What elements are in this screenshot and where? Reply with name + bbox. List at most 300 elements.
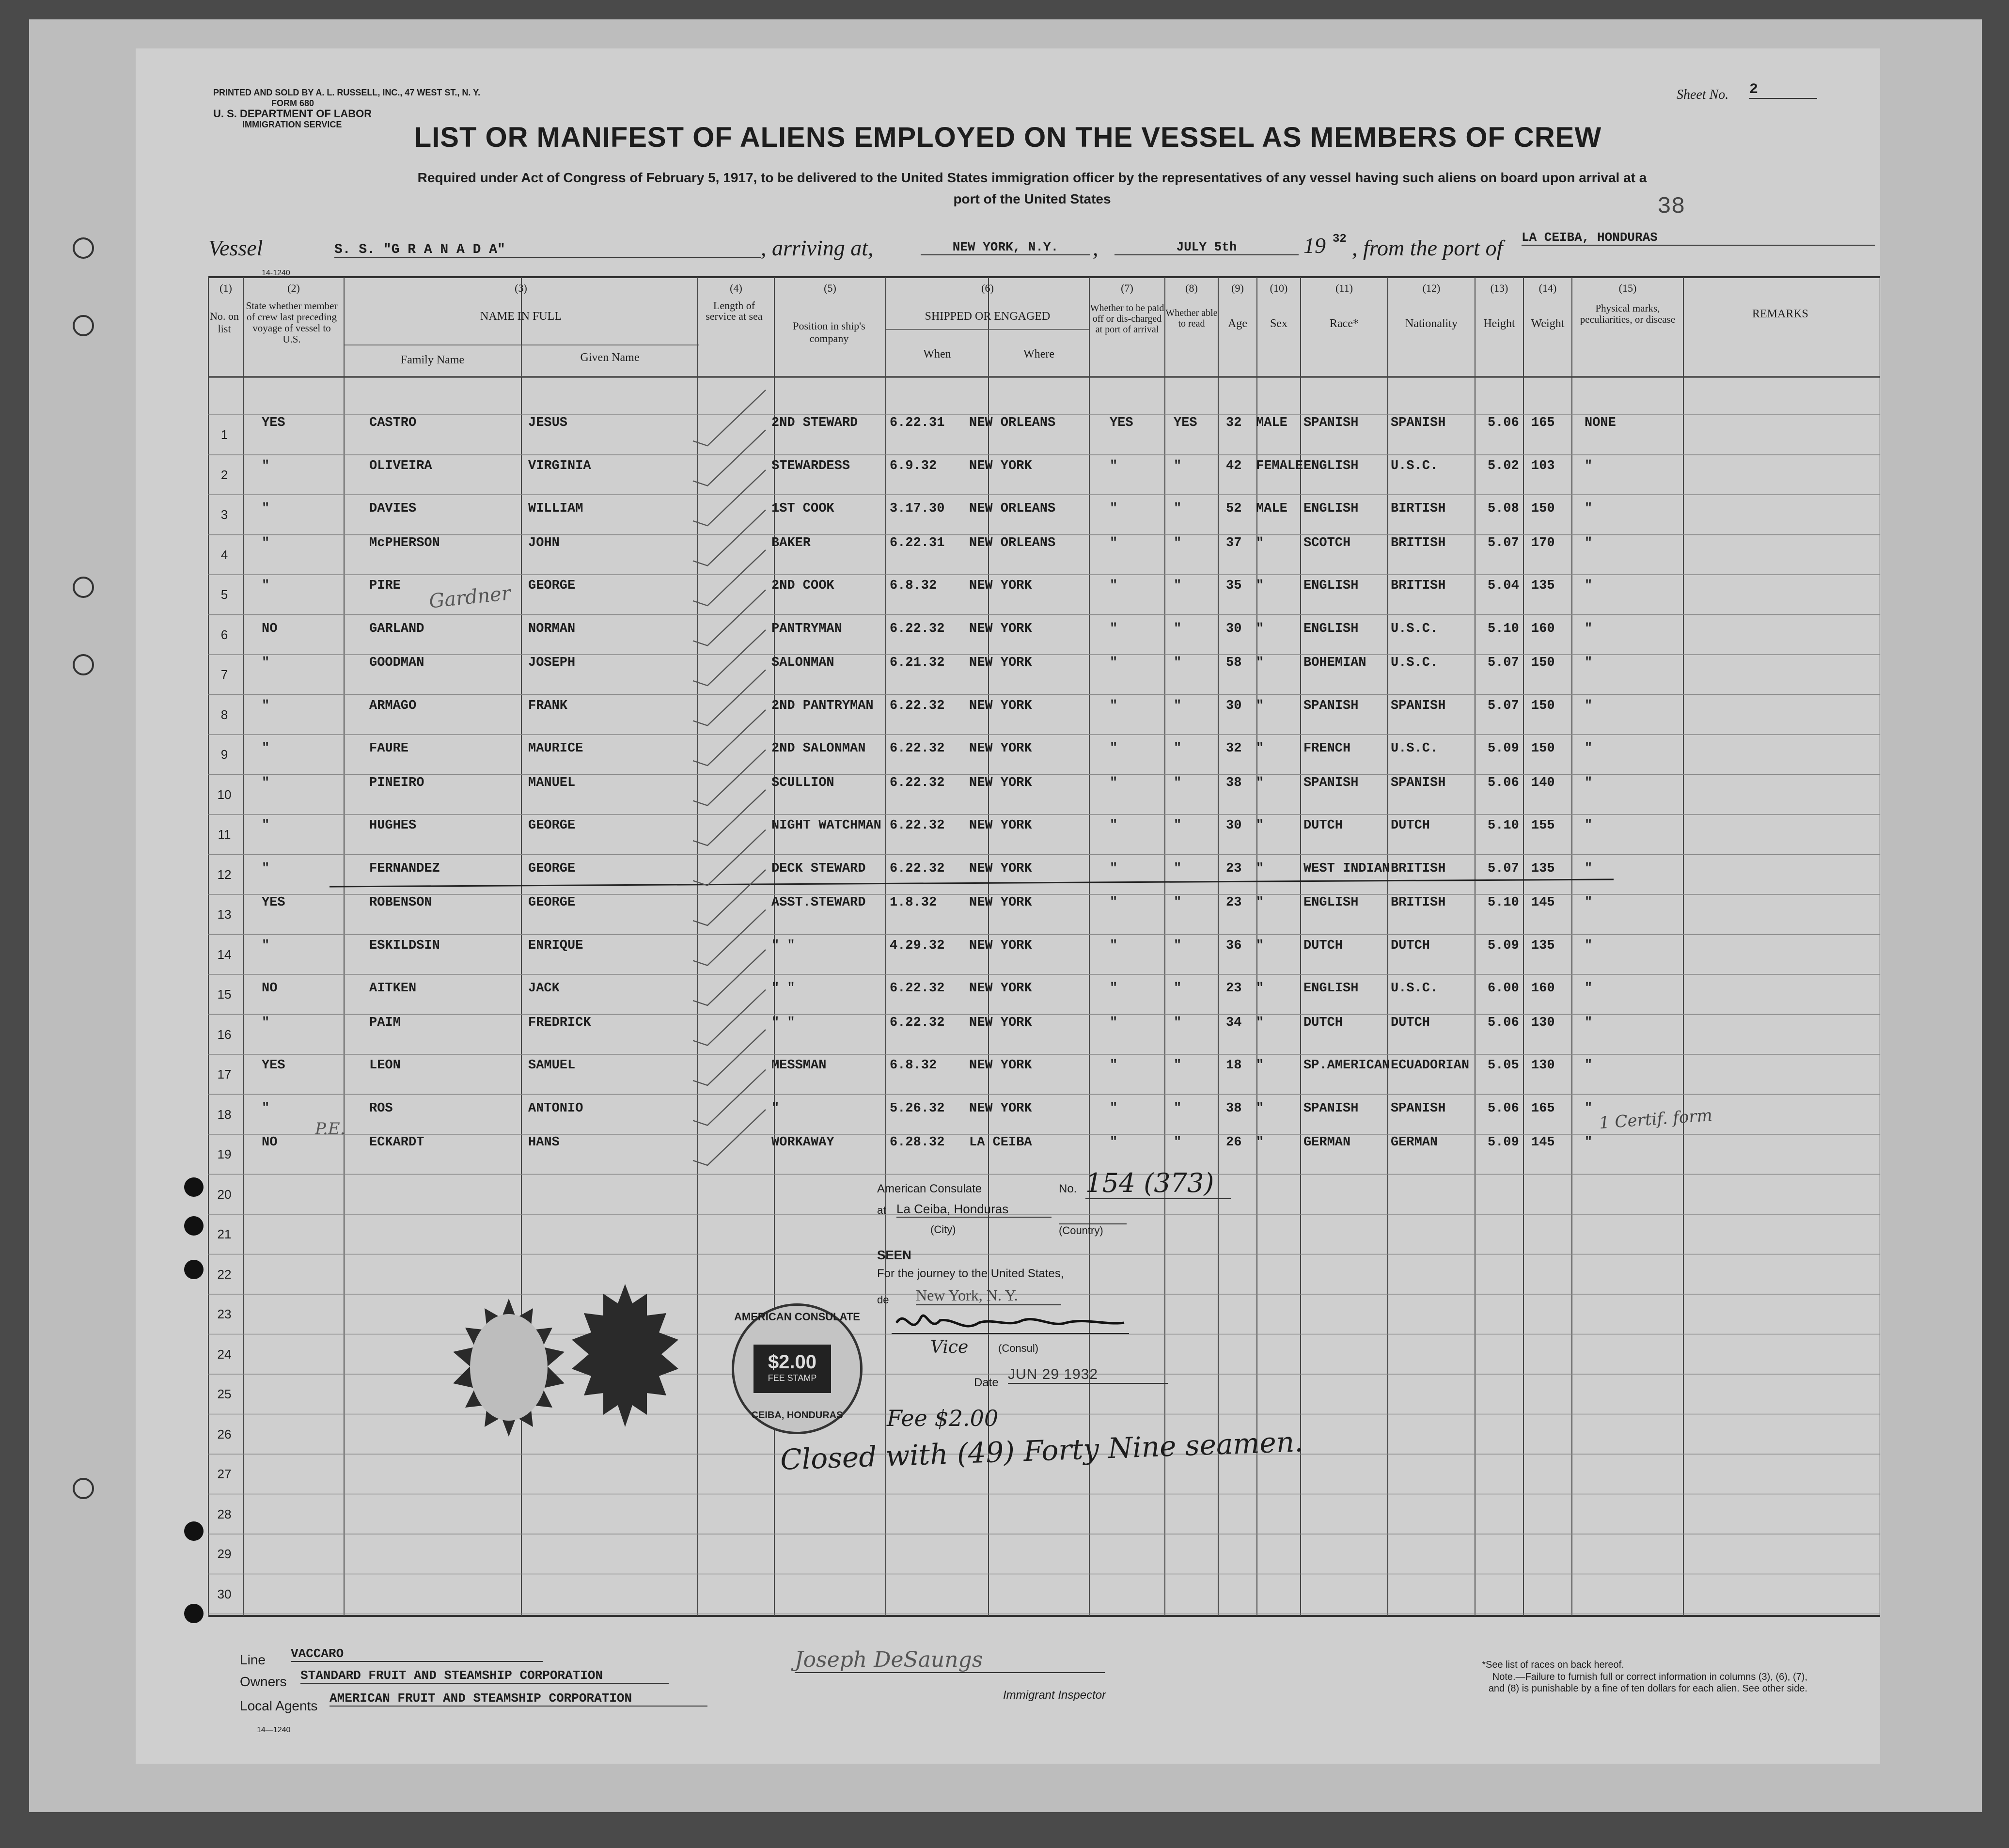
age-cell: 30 — [1226, 818, 1242, 833]
height-cell: 5.09 — [1488, 938, 1519, 953]
service-check-mark — [693, 510, 766, 566]
age-cell: 37 — [1226, 535, 1242, 550]
age-cell: 30 — [1226, 621, 1242, 636]
sex-cell: " — [1256, 1135, 1264, 1150]
when-cell: 6.22.32 — [890, 741, 945, 756]
footer-note-3: and (8) is punishable by a fine of ten dollars for each alien. See other side. — [1488, 1683, 1807, 1694]
height-cell: 5.07 — [1488, 698, 1519, 713]
weight-cell: 130 — [1531, 1058, 1555, 1073]
header-physical: Physical marks, peculiarities, or disease — [1580, 302, 1676, 325]
able-read-cell: " — [1174, 1058, 1182, 1073]
when-cell: 3.17.30 — [890, 501, 945, 516]
header-given-name: Given Name — [580, 351, 640, 364]
when-cell: 6.22.31 — [890, 416, 945, 430]
weight-cell: 150 — [1531, 501, 1555, 516]
position-cell: WORKAWAY — [771, 1135, 834, 1150]
nationality-cell: BRITISH — [1391, 861, 1446, 876]
when-cell: 6.22.31 — [890, 535, 945, 550]
able-read-cell: " — [1174, 621, 1182, 636]
given-name-cell: SAMUEL — [528, 1058, 576, 1073]
column-number: (8) — [1185, 282, 1198, 294]
column-number: (10) — [1270, 282, 1288, 294]
row-number: 29 — [217, 1547, 232, 1561]
race-cell: FRENCH — [1303, 741, 1351, 756]
footer-owners: STANDARD FRUIT AND STEAMSHIP CORPORATION — [300, 1668, 669, 1684]
column-number: (2) — [287, 282, 300, 294]
race-cell: BOHEMIAN — [1303, 656, 1366, 670]
service: IMMIGRATION SERVICE — [242, 120, 342, 129]
row-number: 6 — [220, 627, 228, 642]
physical-cell: " — [1585, 818, 1593, 833]
weight-cell: 170 — [1531, 535, 1555, 550]
consulate-city: La Ceiba, Honduras — [896, 1202, 1052, 1218]
service-check-mark — [693, 910, 766, 966]
height-cell: 5.07 — [1488, 656, 1519, 670]
column-number: (14) — [1538, 282, 1557, 294]
family-name-cell: DAVIES — [369, 501, 417, 516]
nationality-cell: U.S.C. — [1391, 656, 1438, 670]
physical-cell: " — [1585, 621, 1593, 636]
handwritten-fee: Fee $2.00 — [887, 1405, 999, 1431]
consulate-journey: For the journey to the United States, — [877, 1267, 1064, 1280]
year-prefix: 19 — [1303, 233, 1326, 258]
consulate-date-label: Date — [974, 1376, 999, 1389]
arrival-port: NEW YORK, N.Y. — [921, 240, 1090, 255]
able-read-cell: " — [1174, 818, 1182, 833]
row-number: 2 — [220, 467, 228, 482]
row-number: 8 — [220, 707, 228, 722]
column-number: (5) — [824, 282, 836, 294]
header-height: Height — [1483, 317, 1515, 330]
paid-off-cell: " — [1110, 535, 1118, 550]
physical-cell: " — [1585, 579, 1593, 593]
when-cell: 6.21.32 — [890, 656, 945, 670]
age-cell: 23 — [1226, 895, 1242, 910]
column-number: (13) — [1490, 282, 1508, 294]
race-cell: ENGLISH — [1303, 621, 1359, 636]
when-cell: 5.26.32 — [890, 1101, 945, 1116]
nationality-cell: BRITISH — [1391, 535, 1446, 550]
weight-cell: 150 — [1531, 656, 1555, 670]
able-read-cell: " — [1174, 741, 1182, 756]
family-name-cell: GOODMAN — [369, 656, 424, 670]
where-cell: NEW ORLEANS — [969, 535, 1056, 550]
able-read-cell: " — [1174, 981, 1182, 996]
paid-off-cell: " — [1110, 621, 1118, 636]
sex-cell: " — [1256, 818, 1264, 833]
position-cell: 2ND SALONMAN — [771, 741, 866, 756]
printer-line: PRINTED AND SOLD BY A. L. RUSSELL, INC., 47 WEST ST., N. Y. — [213, 88, 481, 97]
given-name-cell: NORMAN — [528, 621, 576, 636]
given-name-cell: HANS — [528, 1135, 560, 1150]
height-cell: 5.10 — [1488, 895, 1519, 910]
physical-cell: " — [1585, 938, 1593, 953]
consulate-country-label: (Country) — [1059, 1223, 1127, 1237]
page-title: LIST OR MANIFEST OF ALIENS EMPLOYED ON THE VESSEL AS MEMBERS OF CREW — [414, 122, 1602, 153]
able-read-cell: " — [1174, 775, 1182, 790]
column-number: (11) — [1335, 282, 1353, 294]
race-cell: SPANISH — [1303, 416, 1359, 430]
header-able-read: Whether able to read — [1165, 308, 1218, 329]
punch-hole — [73, 577, 94, 598]
row-number: 3 — [220, 507, 228, 522]
row-number: 4 — [220, 547, 228, 562]
family-name-cell: ROBENSON — [369, 895, 432, 910]
physical-cell: " — [1585, 501, 1593, 516]
when-cell: 6.28.32 — [890, 1135, 945, 1150]
weight-cell: 140 — [1531, 775, 1555, 790]
service-check-mark — [693, 550, 766, 606]
sex-cell: " — [1256, 698, 1264, 713]
height-cell: 6.00 — [1488, 981, 1519, 996]
position-cell: BAKER — [771, 535, 811, 550]
able-read-cell: " — [1174, 1135, 1182, 1150]
age-cell: 35 — [1226, 579, 1242, 593]
weight-cell: 103 — [1531, 458, 1555, 473]
header-age: Age — [1228, 317, 1247, 330]
able-read-cell: " — [1174, 1015, 1182, 1030]
race-cell: SCOTCH — [1303, 535, 1351, 550]
nationality-cell: BIRTISH — [1391, 501, 1446, 516]
form-number: FORM 680 — [271, 98, 314, 108]
physical-cell: " — [1585, 775, 1593, 790]
given-name-cell: GEORGE — [528, 579, 576, 593]
row-number: 12 — [217, 867, 232, 882]
seal-text: AMERICAN CONSULATE — [734, 1311, 860, 1323]
age-cell: 32 — [1226, 741, 1242, 756]
service-check-mark — [693, 790, 766, 846]
header-where: Where — [1023, 348, 1054, 360]
handwritten-closed: Closed with (49) Forty Nine seamen. — [780, 1425, 1304, 1476]
nationality-cell: SPANISH — [1391, 416, 1446, 430]
able-read-cell: " — [1174, 861, 1182, 876]
paid-off-cell: " — [1110, 1135, 1118, 1150]
sex-cell: " — [1256, 1058, 1264, 1073]
service-check-mark — [693, 870, 766, 925]
where-cell: NEW YORK — [969, 938, 1032, 953]
service-check-mark — [693, 950, 766, 1005]
service-check-mark — [693, 430, 766, 486]
nationality-cell: U.S.C. — [1391, 621, 1438, 636]
subtitle-line-1: Required under Act of Congress of February 5, 1917, to be delivered to the United States immigration officer by the representatives of any vessel having such aliens on board upon arrival at a — [417, 170, 1647, 185]
physical-cell: " — [1585, 656, 1593, 670]
state-cell: " — [262, 698, 270, 713]
consulate-seen: SEEN — [877, 1248, 911, 1262]
nationality-cell: ECUADORIAN — [1391, 1058, 1470, 1073]
position-cell: NIGHT WATCHMAN — [771, 818, 881, 833]
footer-agents-label: Local Agents — [240, 1698, 318, 1713]
paid-off-cell: " — [1110, 981, 1118, 996]
family-name-cell: ROS — [369, 1101, 393, 1116]
binder-hole — [184, 1216, 204, 1236]
weight-cell: 155 — [1531, 818, 1555, 833]
family-name-cell: PINEIRO — [369, 775, 424, 790]
given-name-cell: MANUEL — [528, 775, 576, 790]
given-name-cell: JACK — [528, 981, 560, 996]
family-name-cell: LEON — [369, 1058, 401, 1073]
race-cell: ENGLISH — [1303, 579, 1359, 593]
column-number: (4) — [730, 282, 742, 294]
service-check-mark — [693, 1030, 766, 1085]
weight-cell: 165 — [1531, 416, 1555, 430]
nationality-cell: SPANISH — [1391, 1101, 1446, 1116]
row-number: 17 — [217, 1067, 232, 1081]
row-number: 7 — [220, 667, 228, 682]
punch-hole — [73, 654, 94, 675]
year-suffix: 32 — [1333, 233, 1347, 246]
able-read-cell: " — [1174, 938, 1182, 953]
when-cell: 6.9.32 — [890, 458, 937, 473]
state-cell: YES — [262, 416, 285, 430]
weight-cell: 150 — [1531, 698, 1555, 713]
race-cell: DUTCH — [1303, 818, 1343, 833]
height-cell: 5.07 — [1488, 861, 1519, 876]
state-cell: NO — [262, 1135, 278, 1150]
row-number: 27 — [217, 1467, 232, 1481]
inspector-signature: Joseph DeSaungs — [795, 1647, 1105, 1673]
state-cell: " — [262, 535, 270, 550]
able-read-cell: " — [1174, 501, 1182, 516]
physical-cell: " — [1585, 1135, 1593, 1150]
service-check-mark — [693, 710, 766, 766]
position-cell: " — [771, 1101, 780, 1116]
given-name-cell: JESUS — [528, 416, 568, 430]
physical-cell: " — [1585, 861, 1593, 876]
header-length-service: Length of service at sea — [706, 299, 763, 322]
position-cell: " " — [771, 1015, 795, 1030]
physical-cell: " — [1585, 458, 1593, 473]
paid-off-cell: " — [1110, 938, 1118, 953]
race-cell: DUTCH — [1303, 938, 1343, 953]
physical-cell: " — [1585, 698, 1593, 713]
age-cell: 23 — [1226, 981, 1242, 996]
vessel-label: Vessel — [208, 235, 263, 260]
paid-off-cell: " — [1110, 1101, 1118, 1116]
seal-bottom-text: CEIBA, HONDURAS — [751, 1410, 843, 1421]
row-number: 28 — [217, 1506, 232, 1521]
physical-cell: " — [1585, 535, 1593, 550]
punch-hole — [73, 1478, 94, 1499]
state-cell: " — [262, 741, 270, 756]
handwritten-eckardt-note: P.E. — [315, 1119, 345, 1139]
position-cell: 2ND STEWARD — [771, 416, 858, 430]
family-name-cell: ARMAGO — [369, 698, 417, 713]
form-code: 14-1240 — [262, 269, 290, 277]
race-cell: SP.AMERICAN — [1303, 1058, 1390, 1073]
row-number: 24 — [217, 1347, 232, 1362]
where-cell: NEW YORK — [969, 698, 1032, 713]
given-name-cell: GEORGE — [528, 895, 576, 910]
height-cell: 5.04 — [1488, 579, 1519, 593]
position-cell: 2ND COOK — [771, 579, 834, 593]
age-cell: 52 — [1226, 501, 1242, 516]
header-no-on-list: No. on list — [210, 310, 239, 335]
state-cell: " — [262, 1101, 270, 1116]
paid-off-cell: " — [1110, 741, 1118, 756]
state-cell: " — [262, 656, 270, 670]
paid-off-cell: " — [1110, 818, 1118, 833]
stamp-number: 38 — [1657, 194, 1685, 220]
physical-cell: " — [1585, 1015, 1593, 1030]
binder-hole — [184, 1604, 204, 1623]
physical-cell: " — [1585, 1058, 1593, 1073]
footer-owners-label: Owners — [240, 1674, 287, 1689]
given-name-cell: JOHN — [528, 535, 560, 550]
able-read-cell: " — [1174, 656, 1182, 670]
age-cell: 23 — [1226, 861, 1242, 876]
row-number: 23 — [217, 1307, 232, 1321]
column-number: (6) — [981, 282, 994, 294]
where-cell: LA CEIBA — [969, 1135, 1032, 1150]
consul-label: (Consul) — [998, 1342, 1039, 1354]
sex-cell: " — [1256, 579, 1264, 593]
sex-cell: " — [1256, 895, 1264, 910]
where-cell: NEW YORK — [969, 656, 1032, 670]
given-name-cell: GEORGE — [528, 818, 576, 833]
position-cell: " " — [771, 938, 795, 953]
sex-cell: " — [1256, 741, 1264, 756]
inspector-label: Immigrant Inspector — [1003, 1689, 1106, 1702]
family-name-cell: PAIM — [369, 1015, 401, 1030]
state-cell: " — [262, 818, 270, 833]
family-name-cell: FERNANDEZ — [369, 861, 440, 876]
position-cell: DECK STEWARD — [771, 861, 866, 876]
able-read-cell: YES — [1174, 416, 1197, 430]
header-shipped: SHIPPED OR ENGAGED — [925, 310, 1051, 323]
fee-stamp-value: $2.00 — [768, 1351, 817, 1373]
footer-code: 14—1240 — [257, 1726, 291, 1734]
given-name-cell: ENRIQUE — [528, 938, 583, 953]
state-cell: NO — [262, 621, 278, 636]
row-number: 26 — [217, 1426, 232, 1441]
age-cell: 30 — [1226, 698, 1242, 713]
family-name-cell: PIRE — [369, 579, 401, 593]
given-name-cell: FREDRICK — [528, 1015, 591, 1030]
sex-cell: " — [1256, 938, 1264, 953]
nationality-cell: SPANISH — [1391, 775, 1446, 790]
weight-cell: 135 — [1531, 861, 1555, 876]
when-cell: 6.22.32 — [890, 698, 945, 713]
row-number: 5 — [220, 587, 228, 602]
consulate-city-label: (City) — [930, 1223, 956, 1236]
consulate-seal — [732, 1303, 863, 1434]
state-cell: " — [262, 458, 270, 473]
height-cell: 5.02 — [1488, 458, 1519, 473]
state-cell: " — [262, 501, 270, 516]
weight-cell: 145 — [1531, 1135, 1555, 1150]
row-number: 19 — [217, 1147, 232, 1161]
nationality-cell: U.S.C. — [1391, 458, 1438, 473]
when-cell: 6.22.32 — [890, 818, 945, 833]
sex-cell: " — [1256, 656, 1264, 670]
ribbon-seal-right — [567, 1279, 683, 1439]
column-number: (12) — [1422, 282, 1441, 294]
footer-line-label: Line — [240, 1652, 266, 1667]
height-cell: 5.10 — [1488, 818, 1519, 833]
race-cell: ENGLISH — [1303, 458, 1359, 473]
paid-off-cell: " — [1110, 1015, 1118, 1030]
weight-cell: 160 — [1531, 621, 1555, 636]
position-cell: ASST.STEWARD — [771, 895, 866, 910]
header-family-name: Family Name — [400, 354, 465, 366]
height-cell: 5.05 — [1488, 1058, 1519, 1073]
able-read-cell: " — [1174, 1101, 1182, 1116]
row-number: 30 — [217, 1586, 232, 1601]
when-cell: 6.22.32 — [890, 861, 945, 876]
race-cell: WEST INDIAN — [1303, 861, 1390, 876]
service-check-mark — [693, 830, 766, 886]
nationality-cell: SPANISH — [1391, 698, 1446, 713]
sex-cell: " — [1256, 621, 1264, 636]
height-cell: 5.07 — [1488, 535, 1519, 550]
weight-cell: 160 — [1531, 981, 1555, 996]
family-name-cell: ECKARDT — [369, 1135, 424, 1150]
when-cell: 6.8.32 — [890, 1058, 937, 1073]
weight-cell: 135 — [1531, 579, 1555, 593]
weight-cell: 165 — [1531, 1101, 1555, 1116]
state-cell: " — [262, 1015, 270, 1030]
footer-agents: AMERICAN FRUIT AND STEAMSHIP CORPORATION — [330, 1691, 707, 1707]
height-cell: 5.06 — [1488, 1015, 1519, 1030]
handwritten-remarks-19: 1 Certif. form — [1598, 1105, 1713, 1133]
nationality-cell: U.S.C. — [1391, 981, 1438, 996]
when-cell: 6.22.32 — [890, 1015, 945, 1030]
sex-cell: " — [1256, 775, 1264, 790]
state-cell: " — [262, 775, 270, 790]
row-number: 15 — [217, 987, 232, 1002]
row-number: 13 — [217, 907, 232, 922]
family-name-cell: FAURE — [369, 741, 409, 756]
where-cell: NEW ORLEANS — [969, 501, 1056, 516]
paid-off-cell: " — [1110, 656, 1118, 670]
physical-cell: " — [1585, 741, 1593, 756]
sheet-number: 2 — [1749, 81, 1817, 99]
sex-cell: MALE — [1256, 501, 1287, 516]
department: U. S. DEPARTMENT OF LABOR — [213, 108, 372, 120]
paid-off-cell: " — [1110, 775, 1118, 790]
row-number: 1 — [220, 427, 228, 442]
service-check-mark — [693, 1110, 766, 1165]
departure-port: LA CEIBA, HONDURAS — [1522, 230, 1875, 246]
consulate-no-value: 154 (373) — [1085, 1168, 1231, 1199]
sex-cell: " — [1256, 1101, 1264, 1116]
race-cell: ENGLISH — [1303, 501, 1359, 516]
height-cell: 5.09 — [1488, 741, 1519, 756]
state-cell: YES — [262, 895, 285, 910]
column-number: (7) — [1121, 282, 1133, 294]
sex-cell: " — [1256, 535, 1264, 550]
position-cell: SALONMAN — [771, 656, 834, 670]
where-cell: NEW YORK — [969, 895, 1032, 910]
where-cell: NEW YORK — [969, 861, 1032, 876]
able-read-cell: " — [1174, 895, 1182, 910]
ribbon-seal-left — [436, 1289, 581, 1444]
family-name-cell: ESKILDSIN — [369, 938, 440, 953]
nationality-cell: DUTCH — [1391, 818, 1430, 833]
position-cell: 1ST COOK — [771, 501, 834, 516]
row-number: 18 — [217, 1107, 232, 1122]
given-name-cell: MAURICE — [528, 741, 583, 756]
sex-cell: FEMALE — [1256, 458, 1303, 473]
nationality-cell: DUTCH — [1391, 938, 1430, 953]
age-cell: 34 — [1226, 1015, 1242, 1030]
binder-hole — [184, 1260, 204, 1279]
able-read-cell: " — [1174, 698, 1182, 713]
paid-off-cell: " — [1110, 501, 1118, 516]
where-cell: NEW YORK — [969, 621, 1032, 636]
service-check-mark — [693, 750, 766, 806]
header-when: When — [923, 348, 951, 360]
